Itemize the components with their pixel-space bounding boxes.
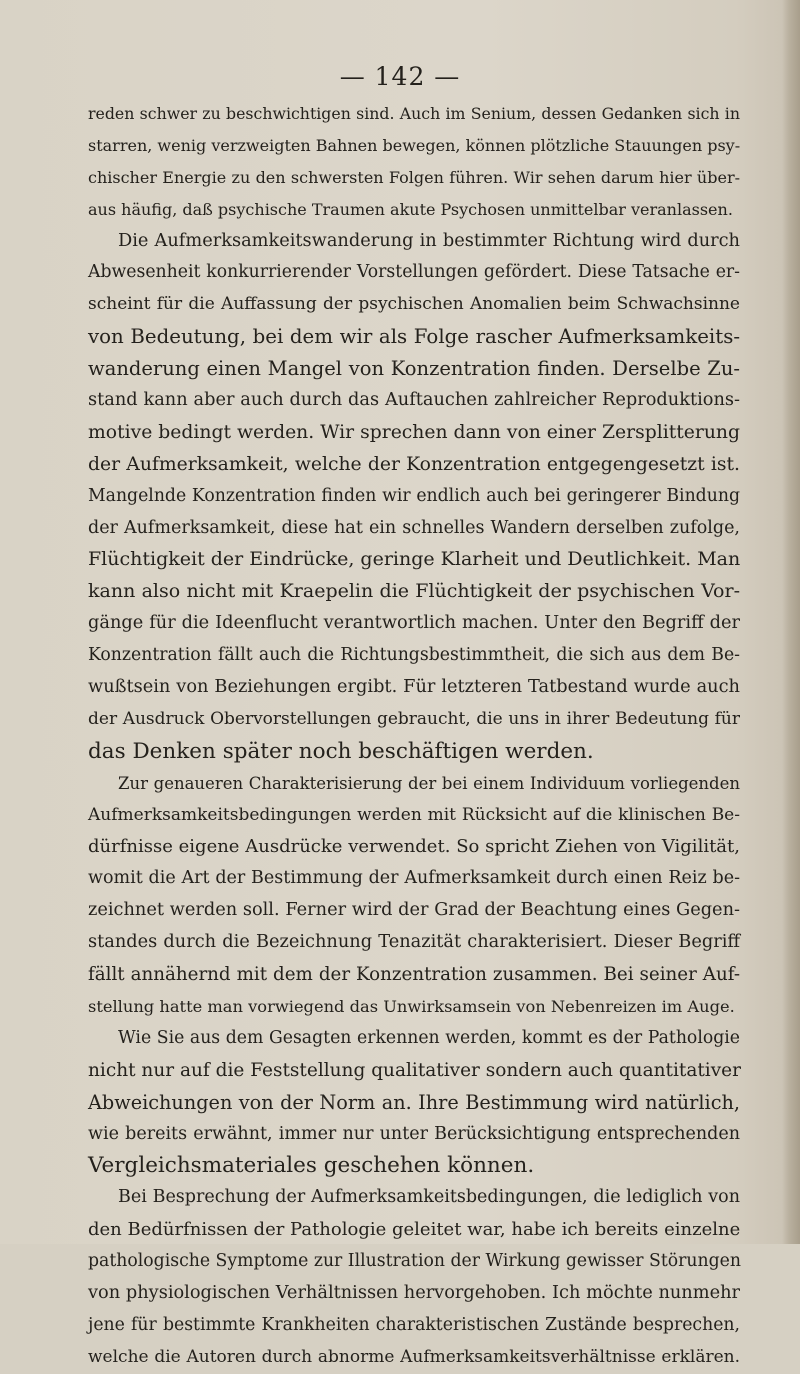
page-edge-shadow xyxy=(782,0,800,1244)
text-line: der Aufmerksamkeit, welche der Konzentration entgegengesetzt ist. xyxy=(88,453,740,475)
text-line: das Denken später noch beschäftigen werden. xyxy=(88,738,594,764)
text-line: fällt annähernd mit dem der Konzentration zusammen. Bei seiner Auf- xyxy=(88,964,740,986)
text-line: motive bedingt werden. Wir sprechen dann von einer Zersplitterung xyxy=(88,421,740,443)
text-line: zeichnet werden soll. Ferner wird der Grad der Beachtung eines Gegen- xyxy=(88,900,740,921)
text-line: Vergleichsmateriales geschehen können. xyxy=(88,1153,535,1179)
text-line: wie bereits erwähnt, immer nur unter Berücksichtigung entsprechenden xyxy=(88,1123,740,1144)
text-line: welche die Autoren durch abnorme Aufmerksamkeitsverhältnisse erklären. xyxy=(88,1346,740,1367)
text-line: Konzentration fällt auch die Richtungsbestimmtheit, die sich aus dem Be- xyxy=(88,645,740,666)
text-line: Mangelnde Konzentration finden wir endlich auch bei geringerer Bindung xyxy=(88,485,740,506)
text-line: standes durch die Bezeichnung Tenazität charakterisiert. Dieser Begriff xyxy=(88,932,740,953)
text-line: chischer Energie zu den schwersten Folgen führen. Wir sehen darum hier über- xyxy=(88,167,740,187)
text-line: Zur genaueren Charakterisierung der bei einem Individuum vorliegenden xyxy=(118,773,740,793)
text-line: nicht nur auf die Feststellung qualitativer sondern auch quantitativer xyxy=(88,1059,741,1081)
text-line: wanderung einen Mangel von Konzentration finden. Derselbe Zu- xyxy=(88,357,740,381)
text-line: von physiologischen Verhältnissen hervorgehoben. Ich möchte nunmehr xyxy=(88,1282,740,1303)
text-line: kann also nicht mit Kraepelin die Flüchtigkeit der psychischen Vor- xyxy=(88,580,740,603)
text-line: gänge für die Ideenflucht verantwortlich machen. Unter den Begriff der xyxy=(88,613,740,634)
text-line: von Bedeutung, bei dem wir als Folge rascher Aufmerksamkeits- xyxy=(88,325,740,349)
text-line: Bei Besprechung der Aufmerksamkeitsbedingungen, die lediglich von xyxy=(118,1187,740,1208)
text-line: starren, wenig verzweigten Bahnen bewegen, können plötzliche Stauungen psy- xyxy=(88,135,741,155)
text-line: Flüchtigkeit der Eindrücke, geringe Klarheit und Deutlichkeit. Man xyxy=(88,548,741,571)
text-line: Wie Sie aus dem Gesagten erkennen werden, kommt es der Pathologie xyxy=(118,1027,740,1048)
text-line: reden schwer zu beschwichtigen sind. Auch im Senium, dessen Gedanken sich in xyxy=(88,104,740,123)
text-line: womit die Art der Bestimmung der Aufmerksamkeit durch einen Reiz be- xyxy=(88,868,740,889)
body-text xyxy=(88,98,740,1374)
text-line: pathologische Symptome zur Illustration der Wirkung gewisser Störungen xyxy=(88,1251,741,1272)
text-line: stand kann aber auch durch das Auftauchen zahlreicher Reproduktions- xyxy=(88,390,740,411)
text-line: jene für bestimmte Krankheiten charakteristischen Zustände besprechen, xyxy=(88,1314,740,1335)
text-line: den Bedürfnissen der Pathologie geleitet war, habe ich bereits einzelne xyxy=(88,1219,741,1241)
text-line: aus häufig, daß psychische Traumen akute Psychosen unmittelbar veranlassen. xyxy=(88,199,733,219)
text-line: der Ausdruck Obervorstellungen gebraucht, die uns in ihrer Bedeutung für xyxy=(88,708,740,729)
text-line: Die Aufmerksamkeitswanderung in bestimmter Richtung wird durch xyxy=(118,230,740,251)
text-line: Abweichungen von der Norm an. Ihre Bestimmung wird natürlich, xyxy=(88,1090,740,1114)
text-line: Abwesenheit konkurrierender Vorstellungen gefördert. Diese Tatsache er- xyxy=(88,262,740,283)
text-line: scheint für die Auffassung der psychischen Anomalien beim Schwachsinne xyxy=(88,294,740,315)
page-number: — 142 — xyxy=(339,62,461,91)
text-line: der Aufmerksamkeit, diese hat ein schnelles Wandern derselben zufolge, xyxy=(88,517,740,538)
text-line: Aufmerksamkeitsbedingungen werden mit Rücksicht auf die klinischen Be- xyxy=(88,804,740,825)
text-line: dürfnisse eigene Ausdrücke verwendet. So spricht Ziehen von Vigilität, xyxy=(88,836,740,858)
text-line: stellung hatte man vorwiegend das Unwirksamsein von Nebenreizen im Auge. xyxy=(88,996,735,1016)
text-line: wußtsein von Beziehungen ergibt. Für letzteren Tatbestand wurde auch xyxy=(88,677,740,698)
